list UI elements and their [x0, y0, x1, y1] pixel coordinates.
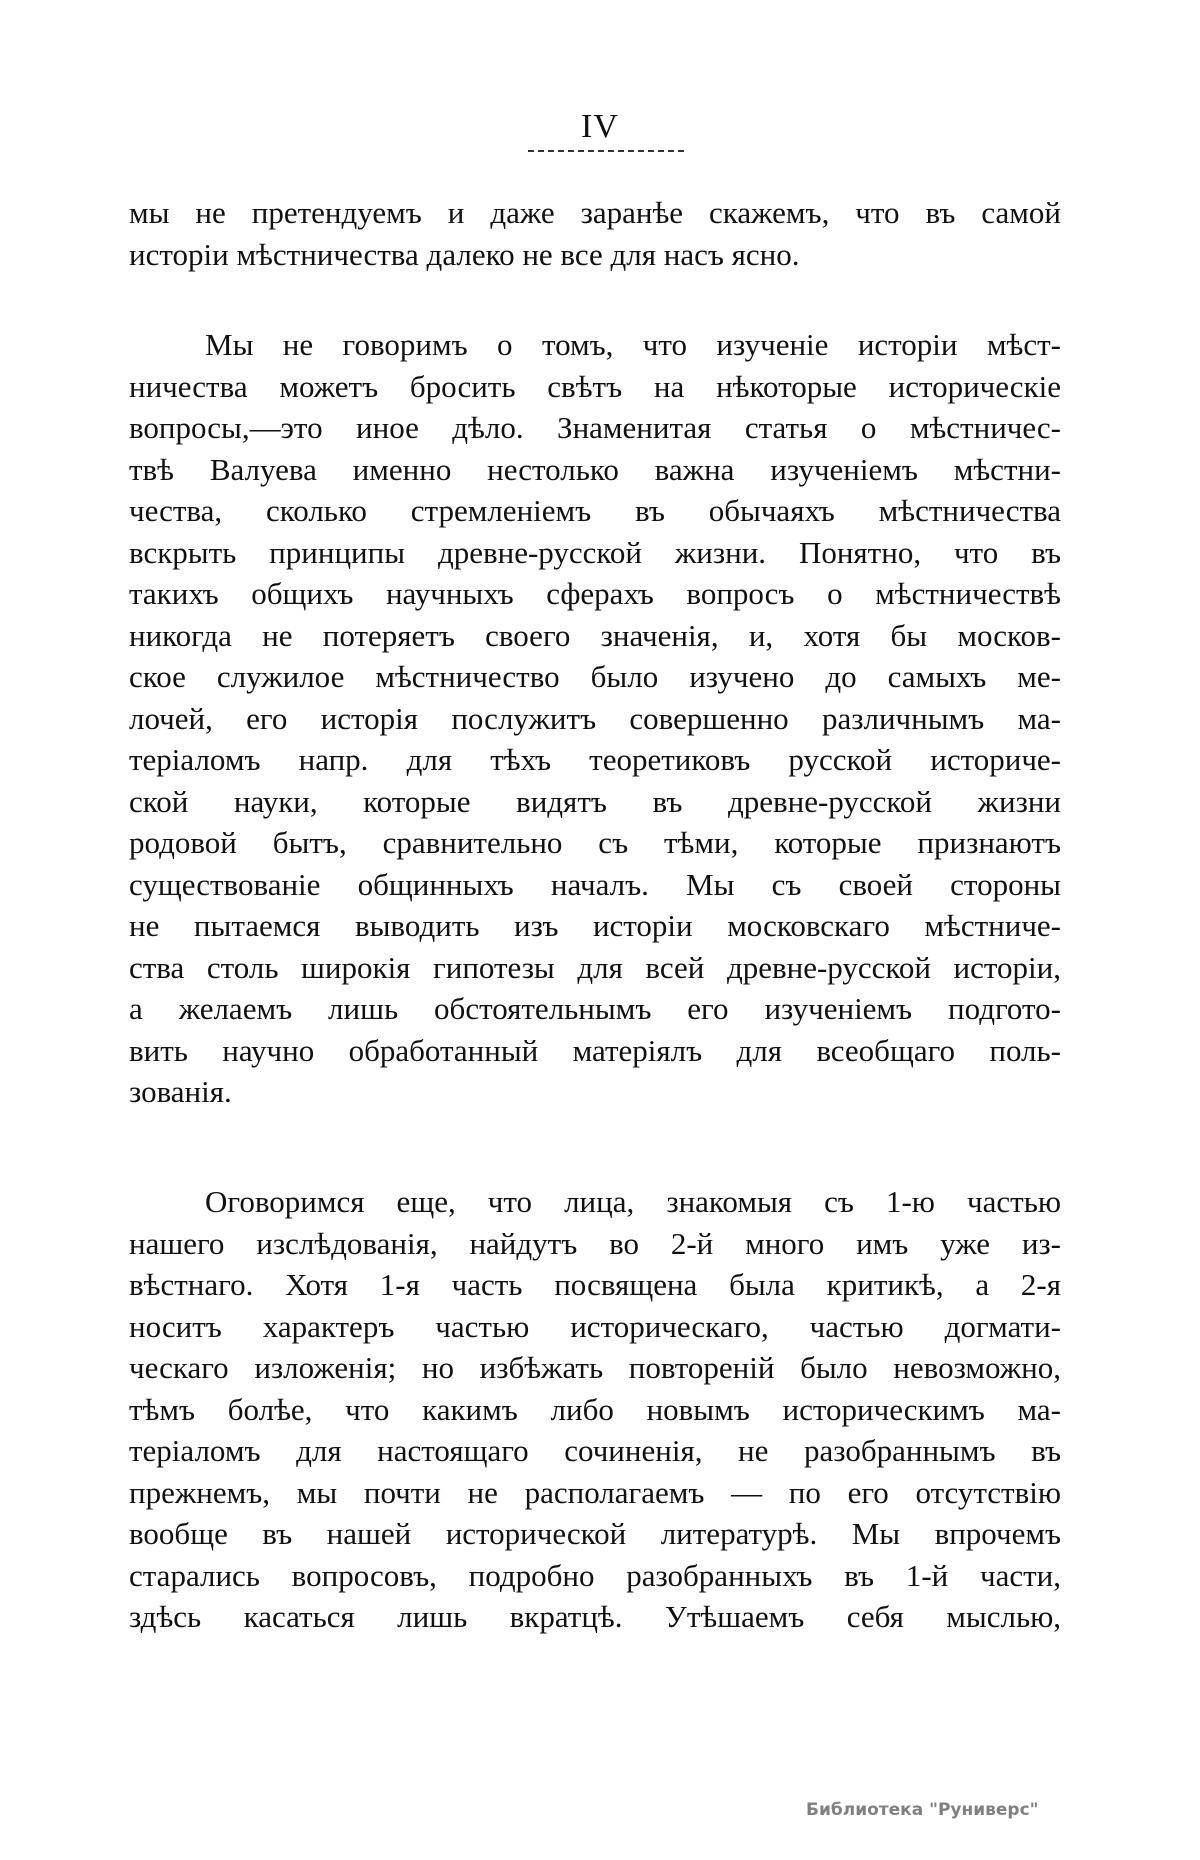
paragraph-2 — [129, 324, 1061, 1113]
text-line: Мы не говоримъ о томъ, что изученіе исторіи мѣст- — [205, 327, 1061, 362]
text-line: ства столь широкія гипотезы для всей древне-русской исторіи, — [129, 949, 1061, 985]
text-line: старались вопросовъ, подробно разобранныхъ въ 1-й части, — [129, 1557, 1061, 1593]
text-line: Оговоримся еще, что лица, знакомыя съ 1-ю частью — [205, 1184, 1061, 1219]
text-line: вопросы,—это иное дѣло. Знаменитая статья о мѣстничес- — [129, 410, 1061, 445]
text-line: мы не претендуемъ и даже заранѣе скажемъ, что въ самой — [129, 195, 1061, 230]
text-line: вообще въ нашей исторической литературѣ. Мы впрочемъ — [129, 1516, 1061, 1551]
text-line: ской науки, которые видятъ въ древне-русской жизни — [129, 783, 1061, 819]
page-number: IV — [581, 108, 619, 145]
text-line: вѣстнаго. Хотя 1-я часть посвящена была критикѣ, а 2-я — [129, 1267, 1061, 1302]
text-line: тѣмъ болѣе, что какимъ либо новымъ историческимъ ма- — [129, 1391, 1061, 1427]
text-line: зованія. — [129, 1074, 232, 1109]
text-line: чества, сколько стремленіемъ въ обычаяхъ мѣстничества — [129, 493, 1061, 528]
text-line: теріаломъ напр. для тѣхъ теоретиковъ русской историче- — [129, 742, 1061, 777]
text-line: теріаломъ для настоящаго сочиненія, не разобраннымъ въ — [129, 1433, 1061, 1468]
text-line: такихъ общихъ научныхъ сферахъ вопросъ о мѣстничествѣ — [129, 576, 1061, 611]
text-line: родовой бытъ, сравнительно съ тѣми, которые признаютъ — [129, 825, 1061, 860]
text-line: вскрыть принципы древне-русской жизни. Понятно, что въ — [129, 534, 1061, 570]
text-line: вить научно обработанный матеріялъ для всеобщаго поль- — [129, 1032, 1061, 1068]
text-line: ничества можетъ бросить свѣтъ на нѣкоторые историческіе — [129, 368, 1061, 404]
text-line: прежнемъ, мы почти не располагаемъ — по его отсутствію — [129, 1474, 1061, 1510]
text-line: не пытаемся выводить изъ исторіи московскаго мѣстниче- — [129, 908, 1061, 943]
text-line: исторіи мѣстничества далеко не все для насъ ясно. — [129, 236, 800, 272]
header-rule — [528, 150, 684, 152]
text-line: никогда не потеряетъ своего значенія, и, хотя бы москов- — [129, 617, 1061, 653]
text-line: существованіе общинныхъ началъ. Мы съ своей стороны — [129, 866, 1061, 902]
library-watermark: Библиотека "Руниверс" — [806, 1800, 1039, 1820]
text-line: ское служилое мѣстничество было изучено до самыхъ ме- — [129, 659, 1061, 694]
text-line: носитъ характеръ частью историческаго, частью догмати- — [129, 1308, 1061, 1344]
text-line: ческаго изложенія; но избѣжать повтореній было невозможно, — [129, 1350, 1061, 1385]
text-line: лочей, его исторія послужитъ совершенно различнымъ ма- — [129, 700, 1061, 736]
text-line: нашего изслѣдованія, найдутъ во 2-й много имъ уже из- — [129, 1225, 1061, 1261]
text-line: а желаемъ лишь обстоятельнымъ его изученіемъ подгото- — [129, 991, 1061, 1026]
text-line: здѣсь касаться лишь вкратцѣ. Утѣшаемъ себя мыслью, — [129, 1599, 1061, 1634]
paragraph-1 — [129, 192, 1061, 275]
text-line: твѣ Валуева именно нестолько важна изученіемъ мѣстни- — [129, 451, 1061, 487]
paragraph-3 — [129, 1181, 1061, 1638]
